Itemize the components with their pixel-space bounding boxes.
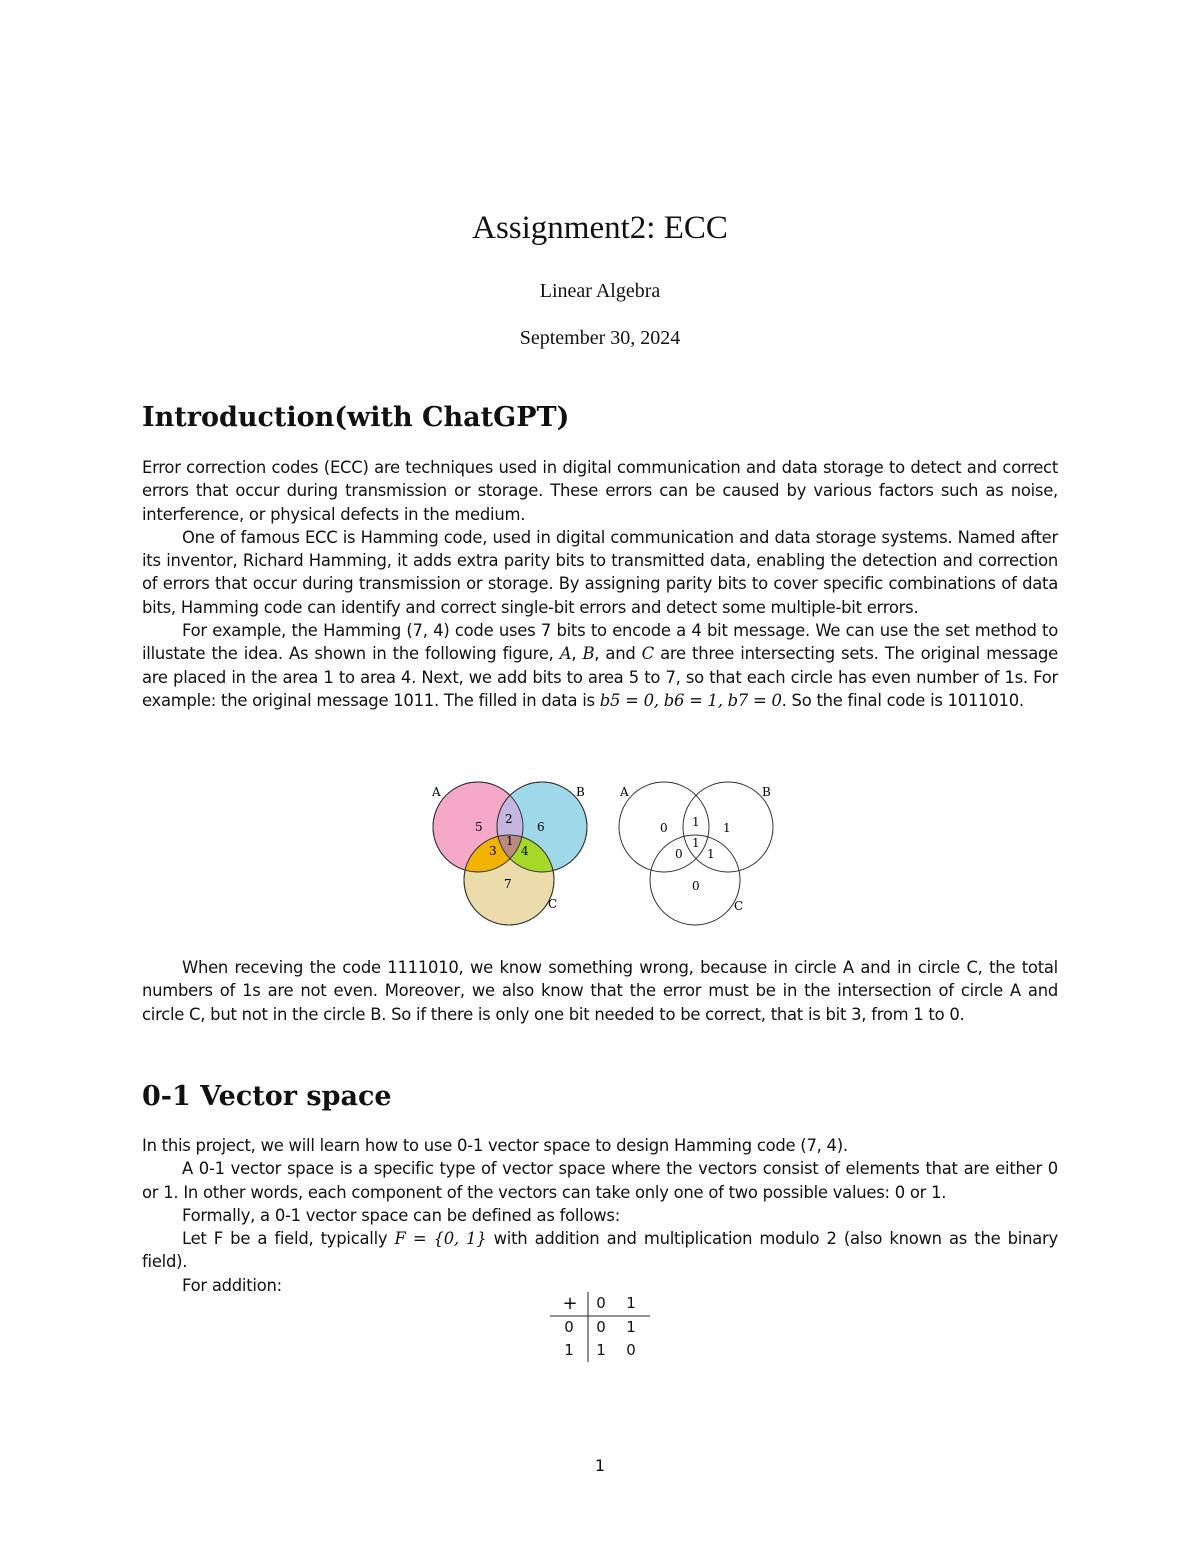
circle-b-label: B: [576, 785, 585, 799]
region-b-only-value: 1: [723, 821, 731, 835]
region-abc-value: 1: [692, 836, 700, 850]
field-definition-math: F = {0, 1}: [394, 1229, 487, 1249]
vector-paragraph-3: Formally, a 0-1 vector space can be defined as follows:: [182, 1205, 620, 1225]
table-cell: 0: [596, 1318, 606, 1336]
region-4-label: 4: [521, 844, 529, 858]
circle-b-label: B: [762, 785, 771, 799]
intro-paragraph-3-text-a: For example, the Hamming (7, 4) code uses 7 bits to encode a 4 bit message. We can use the set method to illustate the idea. As shown in the following figure,: [142, 621, 1058, 664]
parity-bits-math: b5 = 0, b6 = 1, b7 = 0: [599, 690, 782, 710]
table-header-cell: 1: [626, 1294, 636, 1312]
region-c-only-value: 0: [692, 879, 700, 893]
region-1-label: 1: [506, 834, 514, 848]
separator: ,: [571, 644, 583, 664]
circle-c-label: C: [734, 899, 744, 913]
region-5-label: 5: [475, 820, 483, 834]
table-operator: +: [562, 1293, 578, 1314]
circle-a-label: A: [620, 785, 629, 799]
decoding-body: [142, 956, 1058, 1026]
intro-paragraph-3-text-c: . So the final code is 1011010.: [781, 690, 1024, 710]
document-date: September 30, 2024: [519, 327, 681, 349]
vector-body: [142, 1134, 1058, 1297]
intro-paragraph-2: One of famous ECC is Hamming code, used in digital communication and data storage systems. Named after its inventor, Richard Hamming, it adds extra parity bits to transmitted data, enabling the detection and correction of errors that occur during transmission or storage. By assigning parity bits to cover specific combinations of data bits, Hamming code can identify and correct single-bit errors and detect some multiple-bit errors.: [142, 527, 1058, 617]
region-6-label: 6: [537, 820, 545, 834]
table-cell: 1: [626, 1318, 636, 1336]
set-c-symbol: C: [641, 644, 654, 664]
table-header-cell: 0: [596, 1294, 606, 1312]
vector-paragraph-4-text-b: with addition and multiplication modulo 2 (also known as the binary field).: [142, 1229, 1058, 1272]
set-b-symbol: B: [582, 644, 595, 664]
circle-c-label: C: [548, 897, 558, 911]
venn-diagram-left: [431, 782, 587, 925]
course-name: Linear Algebra: [539, 280, 661, 302]
intro-body: [142, 456, 1058, 712]
intro-paragraph-1: Error correction codes (ECC) are techniques used in digital communication and data storage to detect and correct errors that occur during transmission or storage. These errors can be caused by various factors such as noise, interference, or physical defects in the medium.: [142, 458, 1058, 524]
hamming-venn-figure: [420, 780, 790, 928]
table-cell: 1: [596, 1341, 606, 1359]
region-ac-value: 0: [675, 847, 683, 861]
intro-paragraph-3-text-b: are three intersecting sets. The original message are placed in the area 1 to area 4. Next, we add bits to area 5 to 7, so that each circle has even number of 1s. For example: the original message 1011. The filled in data is: [142, 644, 1058, 710]
table-cell: 0: [626, 1341, 636, 1359]
circle-a-label: A: [432, 785, 441, 799]
vector-paragraph-4: [142, 1227, 1058, 1274]
section-heading-introduction: Introduction(with ChatGPT): [142, 402, 570, 433]
vector-paragraph-4-text-a: Let F be a field, typically: [182, 1229, 395, 1249]
venn-diagram-right: [619, 782, 773, 925]
table-row-label: 1: [564, 1341, 574, 1359]
section-heading-vector-space: 0-1 Vector space: [142, 1081, 392, 1112]
separator: , and: [594, 644, 642, 664]
region-ab-value: 1: [692, 815, 700, 829]
document-title: Assignment2: ECC: [472, 210, 728, 246]
table-row-label: 0: [564, 1318, 574, 1336]
region-3-label: 3: [489, 844, 497, 858]
vector-paragraph-5: For addition:: [182, 1275, 282, 1295]
intro-paragraph-3: [142, 619, 1058, 712]
addition-table: [550, 1292, 650, 1362]
vector-paragraph-2: A 0-1 vector space is a specific type of vector space where the vectors consist of elements that are either 0 or 1. In other words, each component of the vectors can take only one of two possible values: 0 or 1.: [142, 1159, 1058, 1202]
vector-paragraph-1: In this project, we will learn how to use 0-1 vector space to design Hamming code (7, 4).: [142, 1136, 848, 1155]
region-a-only-value: 0: [660, 821, 668, 835]
region-2-label: 2: [505, 812, 513, 826]
intro-paragraph-4: When receving the code 1111010, we know something wrong, because in circle A and in circle C, the total numbers of 1s are not even. Moreover, we also know that the error must be in the intersection of circle A and circle C, but not in the circle B. So if there is only one bit needed to be correct, that is bit 3, from 1 to 0.: [142, 958, 1058, 1024]
region-7-label: 7: [504, 877, 512, 891]
region-bc-value: 1: [707, 847, 715, 861]
set-a-symbol: A: [559, 644, 572, 664]
page-number: 1: [594, 1456, 606, 1475]
